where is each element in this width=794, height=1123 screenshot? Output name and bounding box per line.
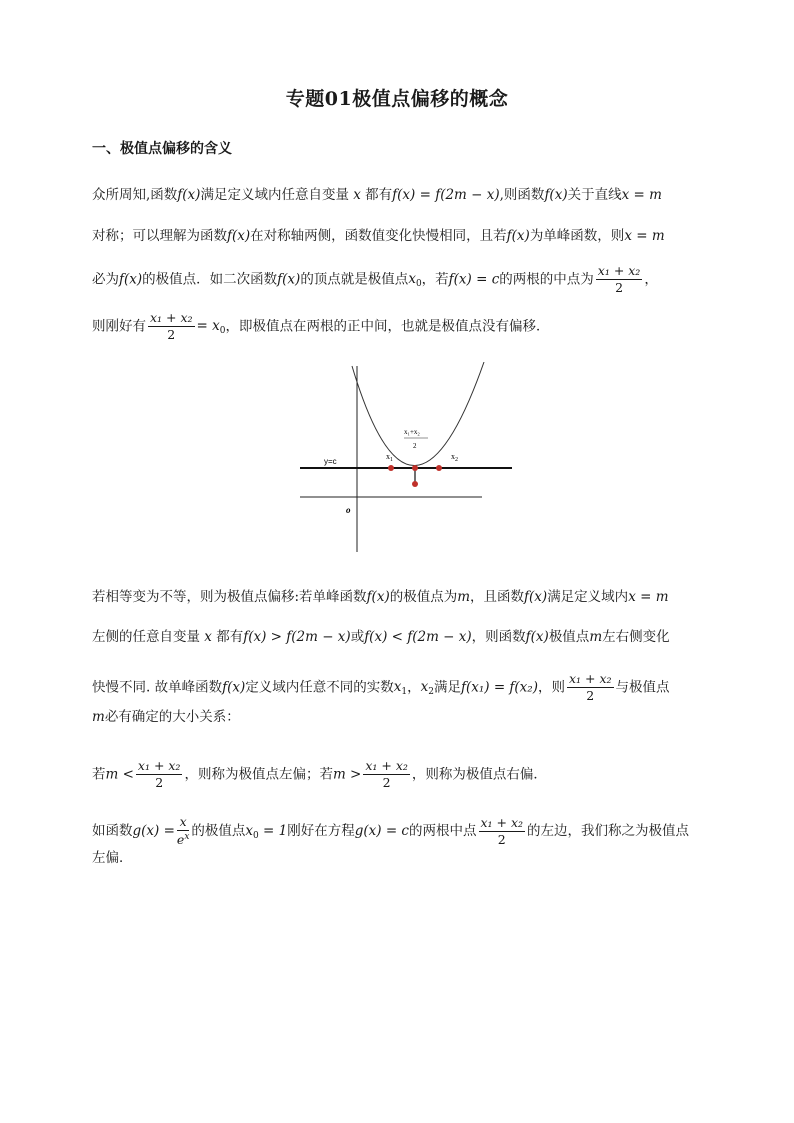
fraction-midpoint: $\frac{\text{x₁ + x₂}}{2}$: [137, 758, 181, 791]
p2-line4: m必有确定的大小关系：: [92, 709, 240, 725]
label-mid-den: 2: [413, 442, 417, 450]
svg-text:x1: $x_1$: [386, 452, 393, 463]
fraction-midpoint: $\frac{\text{x₁ + x₂}}{2}$: [568, 671, 612, 704]
label-mid-num: x₁+x₂: [404, 428, 420, 436]
p1-line1: 众所周知,函数f(x)满足定义域内任意自变量 x 都有f(x) = f(2m − x),则函数f(x)关于直线x = m: [92, 187, 662, 203]
point-midpoint: [412, 465, 418, 471]
parabola-figure: [296, 362, 516, 554]
p1-line4: 则刚好有 $\frac{\text{x₁ + x₂}}{2}$ = $x_0$，即极值点在两根的正中间，也就是极值点没有偏移．: [92, 310, 550, 343]
p4-line2: 左偏．: [92, 850, 133, 866]
fraction-midpoint: $\frac{\text{x₁ + x₂}}{2}$: [150, 310, 193, 343]
p2-line3: 快慢不同. 故单峰函数f(x)定义域内任意不同的实数$x_1$，$x_2$满足f(x₁) = f(x₂)，则 $\frac{\text{x₁ + x₂}}{2}$ 与极值点: [92, 671, 670, 704]
page-title: 专题01极值点偏移的概念: [285, 88, 509, 110]
point-x2: [436, 465, 442, 471]
p1-line3: 必为f(x)的极值点．如二次函数f(x)的顶点就是极值点$x_0$，若f(x) = c的两根的中点为 $\frac{\text{x₁ + x₂}}{2}$ ，: [92, 263, 658, 296]
point-x1: [388, 465, 394, 471]
svg-text:x2: $x_2$: [451, 452, 458, 463]
p1-line2: 对称；可以理解为函数f(x)在对称轴两侧，函数值变化快慢相同，且若f(x)为单峰函数，则x = m: [92, 228, 665, 244]
p3-line: 若m < $\frac{\text{x₁ + x₂}}{2}$ ，则称为极值点左偏；若m > $\frac{\text{x₁ + x₂}}{2}$ ，则称为极值点右偏．: [92, 758, 547, 791]
point-vertex: [412, 481, 418, 487]
fraction-midpoint: $\frac{\text{x₁ + x₂}}{2}$: [480, 814, 524, 847]
label-origin: o: [346, 505, 351, 515]
p2-line1: 若相等变为不等，则为极值点偏移:若单峰函数f(x)的极值点为m，且函数f(x)满足定义域内x = m: [92, 589, 669, 605]
fraction-gx: $\frac{x}{e^x}$: [176, 814, 190, 848]
fraction-midpoint: $\frac{\text{x₁ + x₂}}{2}$: [597, 263, 641, 296]
fraction-midpoint: $\frac{\text{x₁ + x₂}}{2}$: [365, 758, 408, 791]
p2-line2: 左侧的任意自变量 x 都有f(x) > f(2m − x)或f(x) < f(2m − x)，则函数f(x)极值点m左右侧变化: [92, 629, 670, 645]
p4-line1: 如函数g(x) = $\frac{x}{e^x}$ 的极值点$x_0 = 1$刚好在方程g(x) = c的两根中点 $\frac{\text{x₁ + x₂}}{2}$ 的左边，我们称之为极值点: [92, 814, 690, 848]
section-heading: 一、极值点偏移的含义: [92, 141, 232, 157]
label-x2: x: [451, 452, 455, 461]
label-yc: y=c: [324, 457, 337, 466]
label-x1: x: [386, 452, 390, 461]
